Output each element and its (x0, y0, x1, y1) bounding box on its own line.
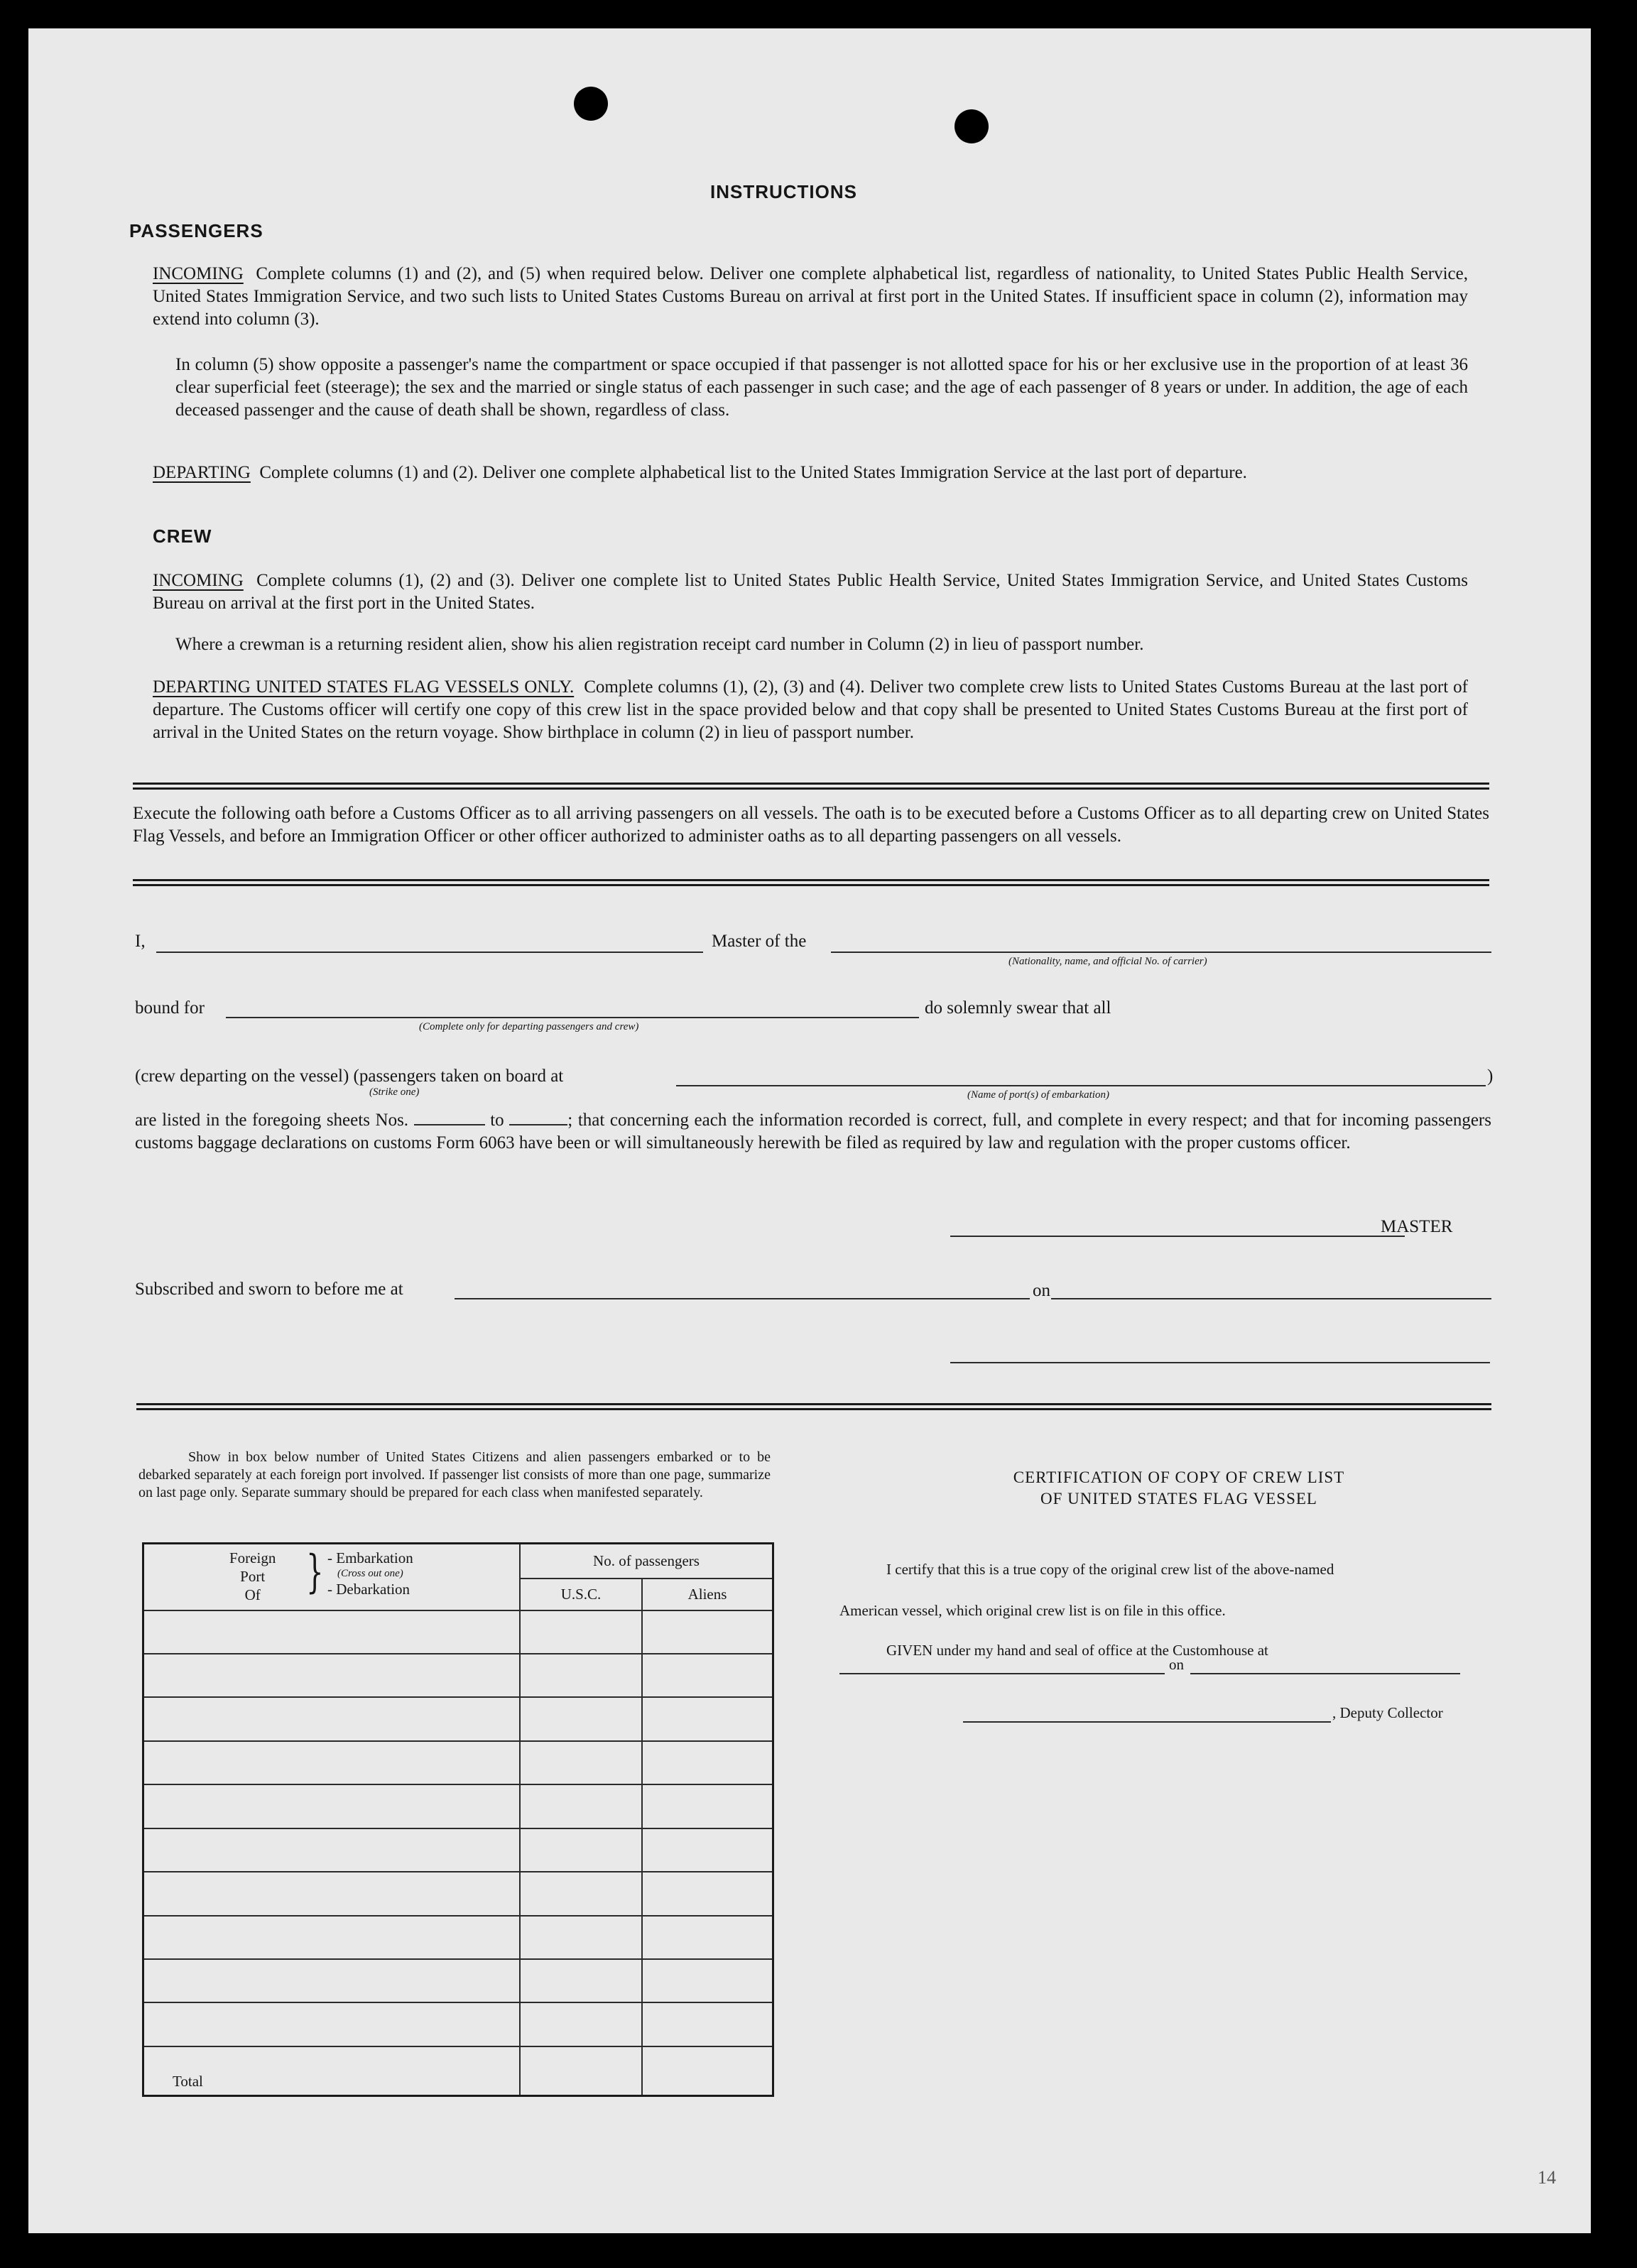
certification-title (902, 1467, 1456, 1510)
aliens-cell[interactable] (642, 2002, 773, 2046)
usc-cell[interactable] (520, 1784, 642, 1828)
embarkation-port-caption: (Name of port(s) of embarkation) (967, 1089, 1109, 1101)
table-row (143, 1741, 773, 1784)
certification-date-line[interactable] (1190, 1673, 1460, 1674)
deputy-collector-label: , Deputy Collector (1332, 1704, 1443, 1721)
aliens-cell[interactable] (642, 1610, 773, 1654)
usc-header: U.S.C. (520, 1579, 642, 1610)
page-title: INSTRUCTIONS (710, 181, 857, 202)
divider-top (133, 783, 1489, 790)
crew-alien-paragraph: Where a crewman is a returning resident alien, show his alien registration receipt card number in Column (2) in lieu of passport number. (175, 635, 1144, 654)
table-row (143, 1610, 773, 1654)
foreign-label: Foreign (229, 1549, 276, 1566)
port-cell[interactable] (143, 1697, 521, 1740)
usc-cell[interactable] (520, 1610, 642, 1654)
passengers-column5-paragraph: In column (5) show opposite a passenger's name the compartment or space occupied if that passenger is not allotted space for his or her exclusive use in the proportion of at least 36 clear superficial feet (steerage); the sex and the married or single status of each passenger in such case; and the age of each passenger of 8 years or under. In addition, the age of each deceased passenger and the cause of death shall be shown, regardless of class. (175, 355, 1468, 420)
usc-cell[interactable] (520, 1828, 642, 1872)
embarkation-port-line[interactable] (676, 1085, 1486, 1086)
sheet-to-blank[interactable] (509, 1124, 567, 1125)
certification-title-line2: OF UNITED STATES FLAG VESSEL (1040, 1490, 1317, 1508)
deputy-signature-line[interactable] (963, 1721, 1331, 1723)
aliens-cell[interactable] (642, 1828, 773, 1872)
port-cell[interactable] (143, 1872, 521, 1915)
port-cell[interactable] (143, 1784, 521, 1828)
crew-incoming-paragraph (153, 569, 1468, 615)
aliens-cell[interactable] (642, 1654, 773, 1697)
aliens-cell[interactable] (642, 1872, 773, 1915)
customhouse-line[interactable] (839, 1673, 1165, 1674)
summary-instruction: Show in box below number of United States Citizens and alien passengers embarked or to be debarked separately at each foreign port involved. If passenger list consists of more than one page, summarize on last page only. Separate summary should be prepared for each class when manifested separately. (138, 1449, 771, 1500)
divider-oath (133, 879, 1489, 886)
listed-label: are listed in the foregoing sheets Nos. (135, 1111, 409, 1130)
passengers-incoming-text: Complete columns (1) and (2), and (5) when required below. Deliver one complete alphabetical list, regardless of nationality, to United States Public Health Service, United States Immigration Service, and two such lists to United States Customs Bureau on arrival at first port in the United States. If insufficient space in column (2), information may extend into column (3). (153, 264, 1468, 329)
sheets-paragraph (135, 1109, 1491, 1155)
table-row (143, 1916, 773, 1959)
usc-cell[interactable] (520, 1916, 642, 1959)
usc-cell[interactable] (520, 2002, 642, 2046)
usc-cell[interactable] (520, 1697, 642, 1740)
passenger-summary-table (142, 1542, 774, 2097)
strike-one-caption: (Strike one) (369, 1086, 420, 1098)
crew-incoming-label: INCOMING (153, 571, 244, 590)
crew-passengers-label: (crew departing on the vessel) (passengers taken on board at (135, 1067, 564, 1086)
master-signature-label: MASTER (1381, 1217, 1453, 1236)
table-row (143, 2002, 773, 2046)
oath-intro-paragraph: Execute the following oath before a Customs Officer as to all arriving passengers on all vessels. The oath is to be executed before a Customs Officer as to all departing crew on United States Flag Vessels, and before an Immigration Officer or other officer authorized to administer oaths as to all departing passengers on all vessels. (133, 804, 1489, 846)
table-row (143, 1697, 773, 1740)
master-signature-line[interactable] (950, 1236, 1405, 1237)
table-row (143, 1872, 773, 1915)
oath-i-label: I, (135, 932, 146, 951)
passengers-departing-paragraph (153, 462, 1468, 484)
punch-hole-right (955, 109, 989, 143)
aliens-header: Aliens (642, 1579, 773, 1610)
embarkation-label: - Embarkation (327, 1549, 413, 1566)
bound-for-line[interactable] (226, 1017, 919, 1018)
total-row (143, 2046, 773, 2096)
crew-departing-paragraph (153, 676, 1468, 744)
certify-text-a: I certify that this is a true copy of the original crew list of the above-named (886, 1561, 1334, 1578)
table-row (143, 1959, 773, 2002)
divider-bottom (136, 1403, 1491, 1410)
subscribed-label: Subscribed and sworn to before me at (135, 1280, 403, 1299)
of-label: Of (244, 1586, 261, 1603)
port-cell[interactable] (143, 1828, 521, 1872)
brace-icon: } (306, 1546, 324, 1598)
passengers-departing-text: Complete columns (1) and (2). Deliver one complete alphabetical list to the United States Immigration Service at the last port of departure. (259, 463, 1247, 482)
usc-cell[interactable] (520, 1741, 642, 1784)
table-row (143, 1784, 773, 1828)
port-cell[interactable] (143, 1916, 521, 1959)
passengers-incoming-paragraph (153, 263, 1468, 331)
aliens-cell[interactable] (642, 1959, 773, 2002)
usc-cell[interactable] (520, 1959, 642, 2002)
given-text: GIVEN under my hand and seal of office at the Customhouse at (886, 1642, 1268, 1659)
port-header-cell (143, 1544, 521, 1610)
port-cell[interactable] (143, 1741, 521, 1784)
certification-on-label: on (1169, 1656, 1184, 1673)
aliens-cell[interactable] (642, 1784, 773, 1828)
aliens-cell[interactable] (642, 1916, 773, 1959)
aliens-cell[interactable] (642, 1697, 773, 1740)
usc-cell[interactable] (520, 1654, 642, 1697)
table-row (143, 1828, 773, 1872)
carrier-line[interactable] (831, 952, 1491, 953)
master-of-the-label: Master of the (712, 932, 807, 951)
certification-title-line1: CERTIFICATION OF COPY OF CREW LIST (1013, 1468, 1345, 1486)
port-cell[interactable] (143, 1959, 521, 2002)
passengers-heading: PASSENGERS (129, 220, 263, 241)
usc-cell[interactable] (520, 1872, 642, 1915)
port-cell[interactable] (143, 1610, 521, 1654)
form-page (28, 28, 1591, 2233)
to-label: to (490, 1111, 504, 1130)
bound-for-label: bound for (135, 998, 205, 1018)
punch-hole-left (574, 87, 608, 121)
officer-signature-line[interactable] (950, 1362, 1490, 1363)
certify-text-b: American vessel, which original crew list is on file in this office. (839, 1602, 1226, 1619)
total-label: Total (143, 2046, 521, 2096)
passengers-incoming-label: INCOMING (153, 264, 244, 283)
subscribed-place-line[interactable] (455, 1298, 1030, 1299)
close-paren: ) (1487, 1067, 1494, 1086)
crew-incoming-text: Complete columns (1), (2) and (3). Deliver one complete list to United States Public Health Service, United States Immigration Service, and United States Customs Bureau on arrival at the first port in the United States. (153, 571, 1469, 613)
passengers-departing-label: DEPARTING (153, 463, 251, 482)
subscribed-date-line[interactable] (1051, 1298, 1491, 1299)
master-name-line[interactable] (156, 952, 703, 953)
corner-mark: 14 (1538, 2167, 1556, 2188)
port-label: Port (240, 1568, 266, 1585)
aliens-cell[interactable] (642, 1741, 773, 1784)
table-row (143, 1654, 773, 1697)
crew-heading: CREW (153, 525, 212, 547)
total-usc-cell[interactable] (520, 2046, 642, 2096)
subscribed-on-label: on (1033, 1281, 1050, 1300)
no-passengers-header: No. of passengers (520, 1544, 773, 1579)
total-aliens-cell[interactable] (642, 2046, 773, 2096)
port-cell[interactable] (143, 2002, 521, 2046)
sheet-from-blank[interactable] (414, 1124, 485, 1125)
debarkation-label: - Debarkation (327, 1581, 410, 1598)
cross-out-caption: (Cross out one) (337, 1568, 403, 1579)
bound-for-caption: (Complete only for departing passengers and crew) (419, 1021, 639, 1032)
listed-continuation: ; that concerning each the information recorded is correct, full, and complete in every respect; and that for incoming passengers customs baggage declarations on customs Form 6063 have been or will simultaneously herewith be filed as required by law and regulation with the proper customs officer. (135, 1111, 1491, 1152)
carrier-caption: (Nationality, name, and official No. of carrier) (1008, 956, 1207, 967)
port-cell[interactable] (143, 1654, 521, 1697)
crew-departing-label: DEPARTING UNITED STATES FLAG VESSELS ONLY. (153, 677, 575, 697)
swear-label: do solemnly swear that all (925, 998, 1111, 1018)
crew-departing-text: Complete columns (1), (2), (3) and (4). Deliver two complete crew lists to United States Customs Bureau at the last port of departure. The Customs officer will certify one copy of this crew list in the space provided below and that copy shall be presented to United States Customs Bureau at the first port of arrival in the United States on the return voyage. Show birthplace in column (2) in lieu of passport number. (153, 677, 1468, 742)
